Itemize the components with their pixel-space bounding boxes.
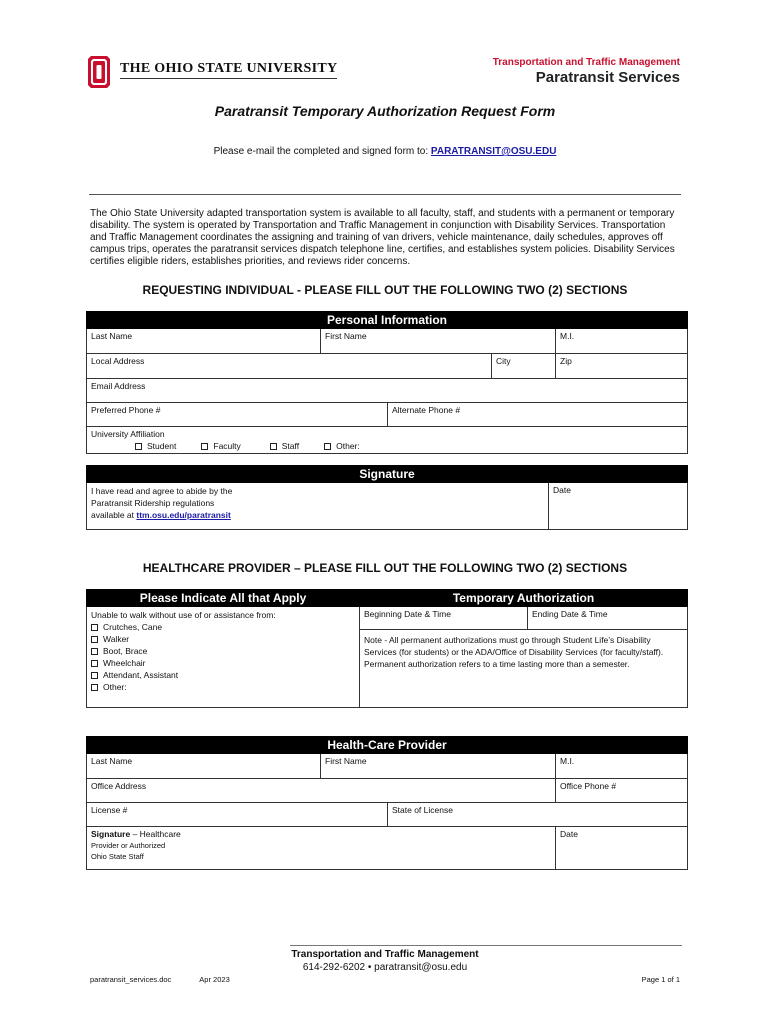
footer-file-info: [90, 975, 230, 984]
provider-signature-label: Signature: [91, 829, 131, 839]
block-o-icon: [88, 56, 110, 88]
apply-item[interactable]: [91, 669, 355, 681]
checkbox-icon[interactable]: [91, 648, 98, 655]
staff-option[interactable]: [270, 441, 322, 451]
apply-list: [87, 607, 360, 708]
email-instruction-text: Please e-mail the completed and signed form to:: [213, 146, 429, 157]
footer-divider: [290, 945, 682, 946]
email-link[interactable]: PARATRANSIT@OSU.EDU: [430, 146, 557, 157]
healthcare-provider-table: [86, 736, 688, 870]
apply-item-label: Walker: [103, 634, 130, 644]
city-label: City: [496, 356, 511, 366]
alternate-phone-field[interactable]: [388, 403, 688, 427]
provider-last-name-label: Last Name: [91, 756, 133, 766]
footer-date: Apr 2023: [199, 975, 230, 984]
provider-signature-field[interactable]: [87, 827, 556, 870]
office-address-label: Office Address: [91, 781, 147, 791]
apply-item[interactable]: [91, 645, 355, 657]
ridership-link[interactable]: ttm.osu.edu/paratransit: [136, 510, 231, 520]
other-label: Other:: [336, 441, 360, 451]
personal-information-table: [86, 311, 688, 454]
university-affiliation-field: [87, 427, 688, 454]
provider-mi-label: M.I.: [560, 756, 575, 766]
apply-item-label: Other:: [103, 682, 127, 692]
intro-paragraph: The Ohio State University adapted transportation system is available to all faculty, staff, and students with a permanent or temporary disability. The system is operated by Transportation and Traffic Management in conjunction with Disability Services. Transportation and Traffic Management coordinates the assigning and training of van drivers, vehicle maintenance, daily schedules, approves off campus trips, operates the paratransit services dispatch telephone line, certifies, and establishes system policies. Disability Services certifies eligible riders, establishes priorities, and reviews rider concerns.: [90, 208, 675, 267]
footer-page-number: Page 1 of 1: [641, 975, 680, 984]
first-name-label: First Name: [325, 331, 367, 341]
zip-label: Zip: [560, 356, 572, 366]
office-phone-label: Office Phone #: [560, 781, 617, 791]
permanent-authorization-note: Note - All permanent authorizations must go through Student Life’s Disability Services (for students) or the ADA/Office of Disability Services (for faculty/staff). Permanent authorization refers to a time lasting more than a semester.: [360, 630, 688, 708]
section1-heading: REQUESTING INDIVIDUAL - PLEASE FILL OUT THE FOLLOWING TWO (2) SECTIONS: [142, 283, 628, 297]
temporary-authorization-header: Temporary Authorization: [360, 590, 688, 607]
faculty-option[interactable]: [201, 441, 267, 451]
form-title: Paratransit Temporary Authorization Request Form: [214, 103, 556, 119]
checkbox-icon[interactable]: [91, 660, 98, 667]
osu-logo: [88, 56, 337, 88]
agree-line-2: Paratransit Ridership regulations: [91, 498, 215, 508]
signature-header: Signature: [87, 466, 688, 483]
student-label: Student: [147, 441, 177, 451]
last-name-label: Last Name: [91, 331, 133, 341]
signature-table: [86, 465, 688, 530]
provider-last-name-field[interactable]: [87, 754, 321, 779]
checkbox-icon[interactable]: [324, 443, 331, 450]
state-license-field[interactable]: [388, 803, 688, 827]
zip-field[interactable]: [556, 354, 688, 379]
ending-date-field[interactable]: [528, 607, 688, 630]
checkbox-icon[interactable]: [135, 443, 142, 450]
beginning-date-field[interactable]: [360, 607, 528, 630]
provider-signature-line-3: Ohio State Staff: [91, 852, 144, 861]
checkbox-icon[interactable]: [201, 443, 208, 450]
first-name-field[interactable]: [321, 329, 556, 354]
apply-item-label: Attendant, Assistant: [103, 670, 179, 680]
state-license-label: State of License: [392, 805, 453, 815]
apply-item[interactable]: [91, 633, 355, 645]
apply-intro: Unable to walk without use of or assistance from:: [91, 610, 276, 620]
provider-mi-field[interactable]: [556, 754, 688, 779]
license-label: License #: [91, 805, 128, 815]
signature-date-field[interactable]: [549, 483, 688, 530]
agree-line-3: available at: [91, 510, 135, 520]
provider-date-label: Date: [560, 829, 578, 839]
preferred-phone-field[interactable]: [87, 403, 388, 427]
footer-contact: 614-292-6202 • paratransit@osu.edu: [302, 962, 468, 973]
student-option[interactable]: [135, 441, 199, 451]
healthcare-provider-header: Health-Care Provider: [87, 737, 688, 754]
apply-item[interactable]: [91, 621, 355, 633]
university-name: THE OHIO STATE UNIVERSITY: [120, 61, 337, 79]
footer-filename: paratransit_services.doc: [90, 975, 172, 984]
section2-heading: HEALTHCARE PROVIDER – PLEASE FILL OUT THE FOLLOWING TWO (2) SECTIONS: [142, 561, 628, 575]
local-address-field[interactable]: [87, 354, 492, 379]
signature-date-label: Date: [553, 485, 571, 495]
signature-field[interactable]: [87, 483, 549, 530]
other-option[interactable]: [324, 441, 360, 451]
email-address-field[interactable]: [87, 379, 688, 403]
apply-item[interactable]: [91, 681, 355, 693]
personal-information-header: Personal Information: [87, 312, 688, 329]
divider: [89, 194, 681, 195]
apply-item[interactable]: [91, 657, 355, 669]
local-address-label: Local Address: [91, 356, 145, 366]
footer-title: Transportation and Traffic Management: [291, 949, 479, 960]
university-affiliation-label: University Affiliation: [91, 429, 165, 439]
staff-label: Staff: [281, 441, 300, 451]
mi-field[interactable]: [556, 329, 688, 354]
agree-line-1: I have read and agree to abide by the: [91, 486, 233, 496]
apply-item-label: Wheelchair: [103, 658, 146, 668]
provider-signature-line-2: Provider or Authorized: [91, 841, 166, 850]
checkbox-icon[interactable]: [91, 672, 98, 679]
mi-label: M.I.: [560, 331, 575, 341]
city-field[interactable]: [492, 354, 556, 379]
email-address-label: Email Address: [91, 381, 146, 391]
apply-authorization-table: [86, 589, 688, 708]
office-phone-field[interactable]: [556, 779, 688, 803]
checkbox-icon[interactable]: [91, 636, 98, 643]
provider-signature-label-rest: – Healthcare: [130, 829, 181, 839]
provider-first-name-field[interactable]: [321, 754, 556, 779]
apply-item-label: Boot, Brace: [103, 646, 148, 656]
checkbox-icon[interactable]: [270, 443, 277, 450]
apply-header: Please Indicate All that Apply: [87, 590, 360, 607]
checkbox-icon[interactable]: [91, 684, 98, 691]
last-name-field[interactable]: [87, 329, 321, 354]
license-field[interactable]: [87, 803, 388, 827]
provider-date-field[interactable]: [556, 827, 688, 870]
department-name: Transportation and Traffic Management: [492, 57, 680, 68]
office-address-field[interactable]: [87, 779, 556, 803]
provider-first-name-label: First Name: [325, 756, 367, 766]
alternate-phone-label: Alternate Phone #: [392, 405, 461, 415]
faculty-label: Faculty: [213, 441, 241, 451]
ending-date-label: Ending Date & Time: [532, 609, 608, 619]
preferred-phone-label: Preferred Phone #: [91, 405, 161, 415]
checkbox-icon[interactable]: [91, 624, 98, 631]
email-instruction: [0, 146, 770, 157]
beginning-date-label: Beginning Date & Time: [364, 609, 451, 619]
service-name: Paratransit Services: [535, 69, 680, 86]
apply-item-label: Crutches, Cane: [103, 622, 163, 632]
